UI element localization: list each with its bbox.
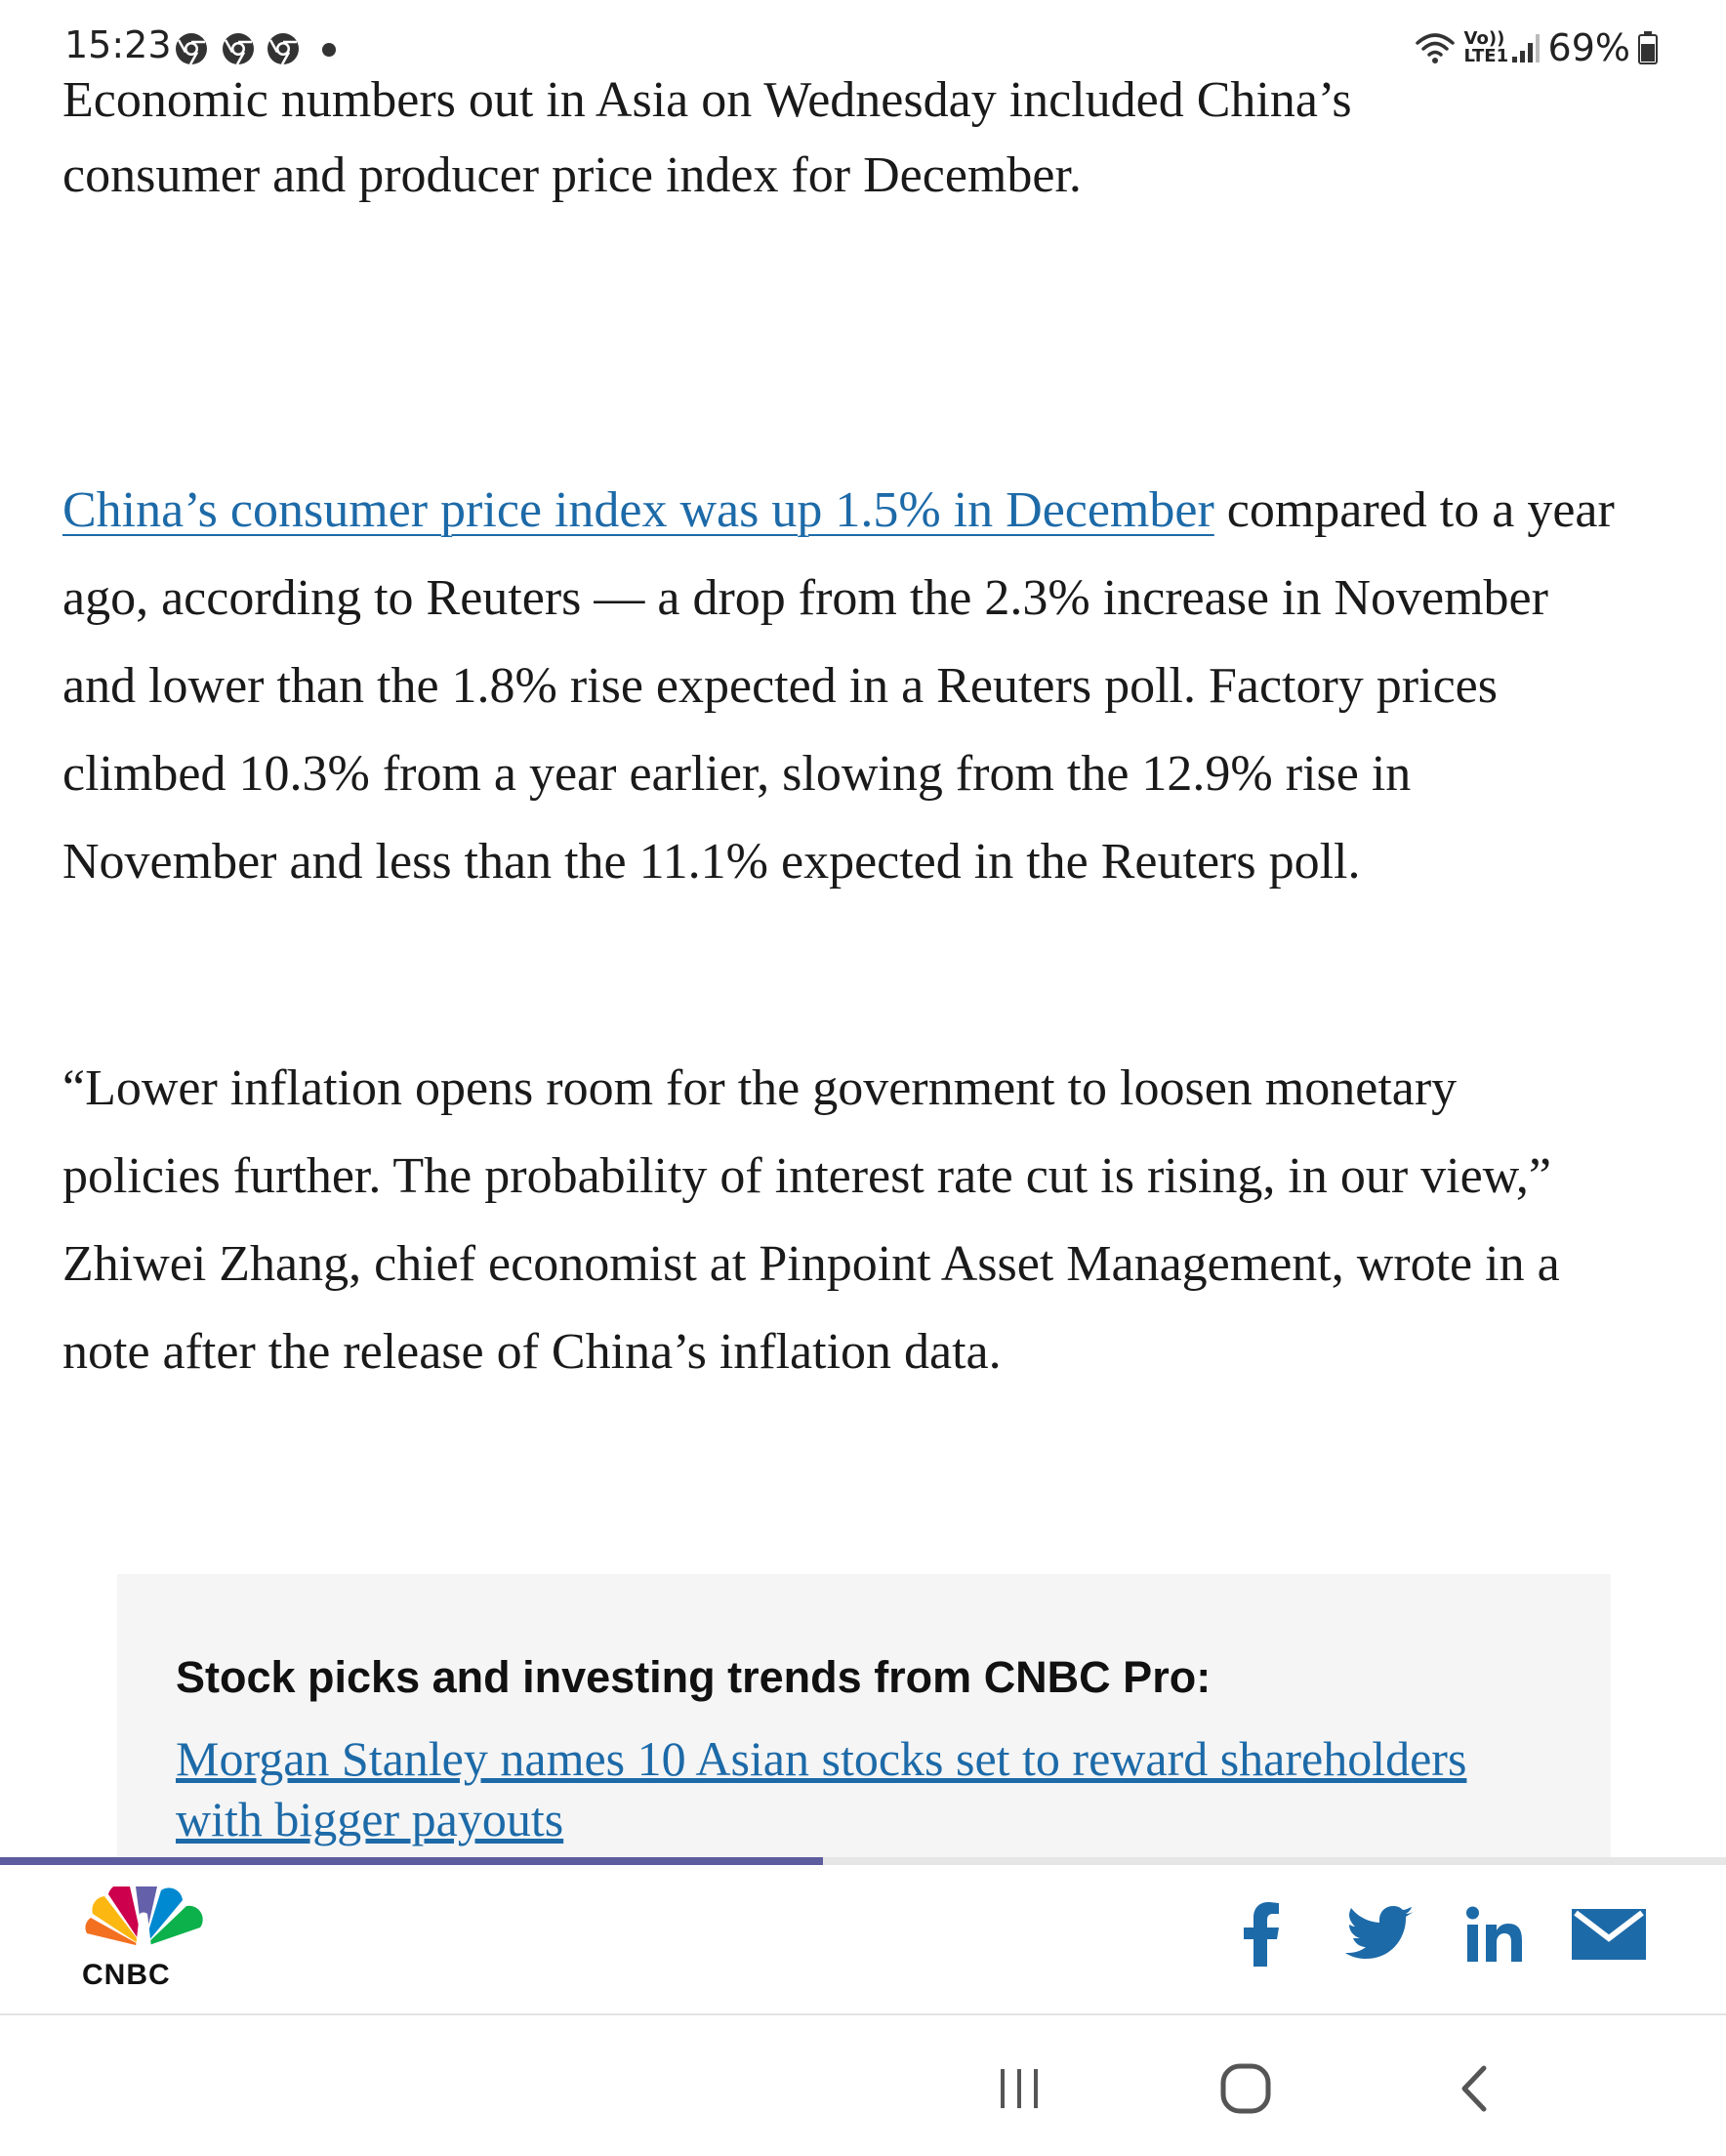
- network-label: LTE1: [1463, 46, 1509, 66]
- recent-apps-icon: [995, 2067, 1044, 2110]
- twitter-icon: [1344, 1905, 1415, 1964]
- back-icon: [1457, 2064, 1492, 2113]
- back-button[interactable]: [1435, 2054, 1513, 2123]
- reading-progress-fill: [0, 1857, 823, 1865]
- volte-label: Vo)): [1463, 28, 1505, 49]
- email-icon: [1572, 1909, 1646, 1960]
- status-time: 15:23: [64, 23, 172, 66]
- home-button[interactable]: [1207, 2054, 1285, 2123]
- twitter-share-button[interactable]: [1339, 1900, 1419, 1969]
- cnbc-pro-box: [117, 1574, 1611, 1865]
- facebook-share-button[interactable]: [1232, 1900, 1291, 1969]
- article-cut-off-line: Economic numbers out in Asia on Wednesday included China’s: [62, 72, 1352, 128]
- share-bar: [0, 1865, 1726, 2015]
- cnbc-logo-text: CNBC: [82, 1959, 171, 1991]
- facebook-icon: [1242, 1902, 1281, 1967]
- pro-box-heading: Stock picks and investing trends from CNBC Pro:: [176, 1652, 1212, 1702]
- linkedin-share-button[interactable]: [1460, 1900, 1529, 1969]
- cpi-article-link[interactable]: China’s consumer price index was up 1.5% in December: [62, 482, 1214, 538]
- email-share-button[interactable]: [1570, 1900, 1648, 1969]
- cnbc-logo[interactable]: [78, 1886, 209, 1994]
- article-paragraph-quote: “Lower inflation opens room for the government to loosen monetary policies further. The probability of interest rate cut is rising, in our view,” Zhiwei Zhang, chief economist at Pinpoint Asset Management, wrote in a note after the release of China’s inflation data.: [62, 1060, 1560, 1380]
- battery-percentage: 69%: [1547, 26, 1630, 69]
- system-navigation-bar: [0, 2015, 1726, 2156]
- reading-progress-bar: [0, 1857, 1726, 1865]
- pro-story-link[interactable]: Morgan Stanley names 10 Asian stocks set to reward shareholders with bigger payouts: [176, 1731, 1467, 1846]
- article-paragraph-cpi: [62, 467, 1624, 906]
- article-line: consumer and producer price index for December.: [62, 147, 1082, 203]
- paragraph-text: compared to a year ago, according to Reuters — a drop from the 2.3% increase in November and lower than the 1.8% rise expected in a Reuters poll. Factory prices climbed 10.3% from a year earlier, slowing from the 12.9% rise in November and less than the 11.1% expected in the Reuters poll.: [62, 482, 1615, 890]
- recent-apps-button[interactable]: [980, 2054, 1058, 2123]
- linkedin-icon: [1465, 1905, 1524, 1964]
- home-icon: [1219, 2062, 1272, 2115]
